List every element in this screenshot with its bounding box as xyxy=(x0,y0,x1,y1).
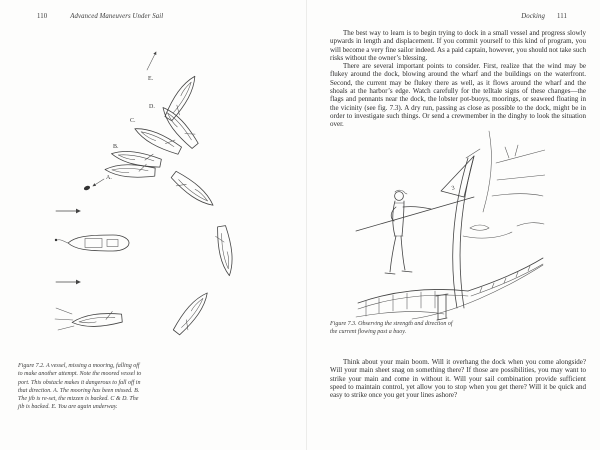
water-ripples xyxy=(463,223,544,238)
boat-loop-right xyxy=(214,225,235,277)
paragraph: Think about your main boom. Will it overhang the dock when you come alongside? Will your main sheet snag on something there? If those are possibilities, you may want to strike your main and come in without it. Will your sail combination provide sufficient speed to maintain control, yet allow you to stop when you get there? Will it be quick and easy to strike once you get your lines ashore? xyxy=(330,358,586,400)
right-page-number: 111 xyxy=(557,13,567,20)
right-running-head xyxy=(521,13,567,20)
water-streaks xyxy=(483,131,545,212)
label-D: D. xyxy=(149,104,155,110)
label-C: C. xyxy=(130,118,136,124)
buoy xyxy=(441,149,480,308)
boat-loop-bottom-left xyxy=(55,308,122,330)
figure-7-3-illustration xyxy=(310,130,545,322)
left-running-head-title: Advanced Maneuvers Under Sail xyxy=(70,13,164,20)
moored-vessel xyxy=(55,235,129,251)
boat-C xyxy=(132,122,183,156)
boat-B2 xyxy=(105,162,156,178)
label-A: A. xyxy=(106,175,112,181)
figure-7-2-caption: Figure 7.2. A vessel, missing a mooring, falling off to make another attempt. Note the moored vessel to port. This obstacle makes it dangerous to fall off in that direction. A. The mooring has been missed. B. The jib is re-set, the mizzen is backed. C & D. The jib is backed. E. You are again underway. xyxy=(18,363,142,411)
boat-loop-top xyxy=(169,170,217,212)
paragraph: There are several important points to consider. First, realize that the wind may be flukey around the dock, blowing around the wharf and the buildings on the waterfront. Second, the current may be flukey there as well, as it flows around the wharf and the shoals at the harbor’s edge. Watch carefully for the telltale signs of these changes—the flags and pennants near the dock, the lobster pot-buoys, moorings, or seaweed floating in the vicinity (see fig. 7.3). A dry run, passing as close as possible to the dock, might be in order to investigate such things. Or send a crewmember in the dinghy to look the situation over. xyxy=(330,62,586,129)
right-running-head-title: Docking xyxy=(521,13,545,20)
buoy-number: 3 xyxy=(451,185,456,192)
paragraph: The best way to learn is to begin trying to dock in a small vessel and progress slowly upwards in length and displacement. If you commit yourself to this kind of program, you will become a very fine sailor indeed. As a paid captain, however, you should not take such risks without the owner’s blessing. xyxy=(330,29,586,62)
current-line xyxy=(356,197,474,231)
figure-7-3-caption: Figure 7.3. Observing the strength and direction of the current flowing past a buoy. xyxy=(330,321,453,335)
right-page-text-bottom xyxy=(330,358,586,399)
left-page-number: 110 xyxy=(37,13,48,20)
pennant-flag xyxy=(441,156,474,197)
boat-loop-bottom-right xyxy=(172,289,214,337)
deck-railing xyxy=(356,258,543,320)
label-E: E. xyxy=(148,76,154,82)
boat-D xyxy=(158,103,201,150)
heading-arrow-icon xyxy=(147,52,156,70)
mooring-buoy-icon xyxy=(83,179,104,191)
crew-member xyxy=(385,190,431,274)
label-B: B. xyxy=(113,144,119,150)
right-page-text-top xyxy=(330,29,586,129)
page-gutter-divider xyxy=(306,0,307,450)
